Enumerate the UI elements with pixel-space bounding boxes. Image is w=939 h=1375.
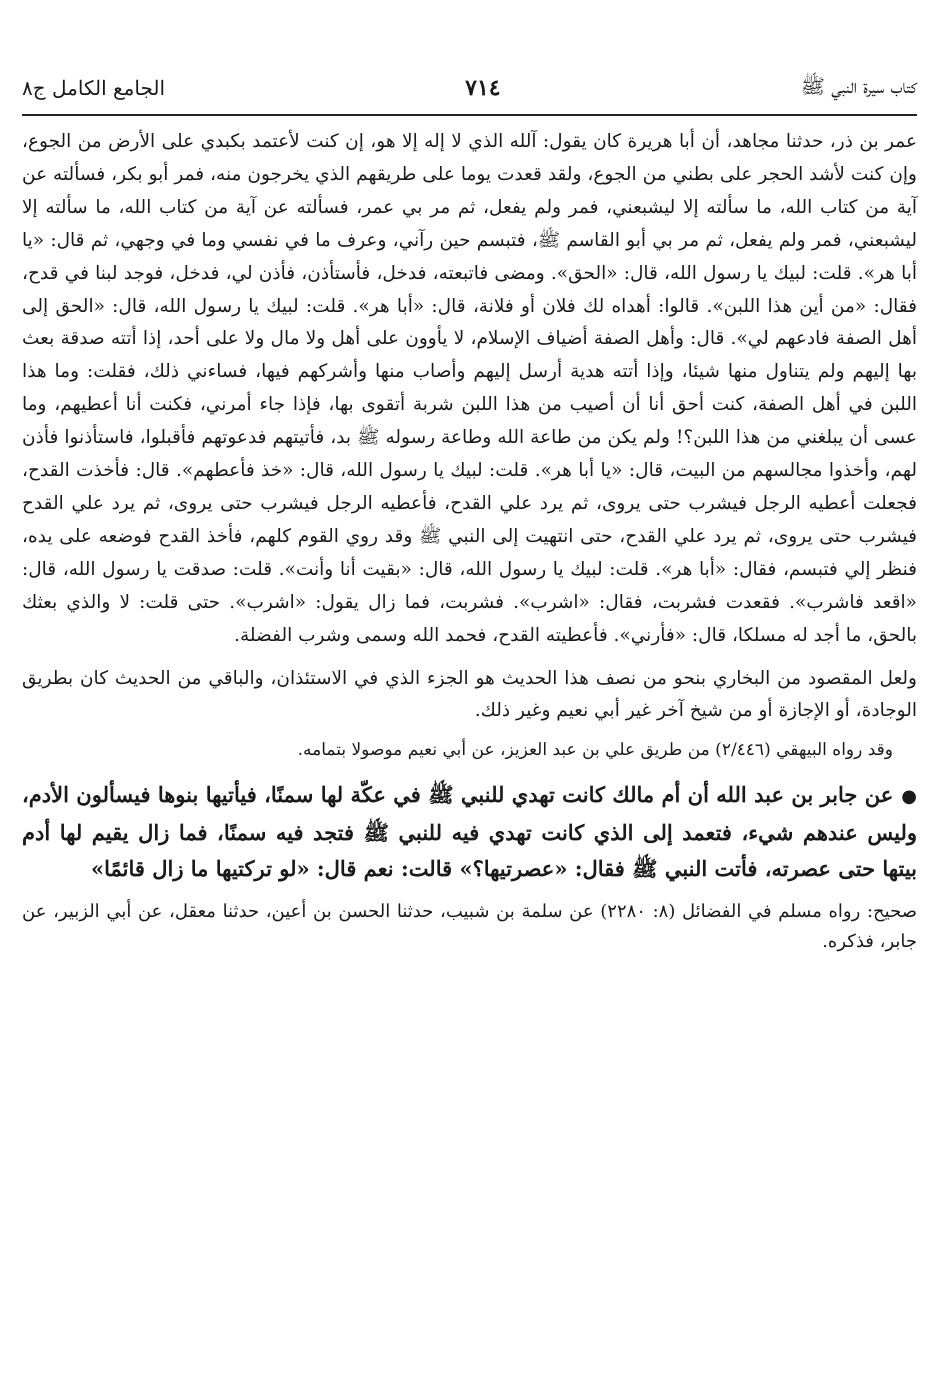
takhrij-paragraph	[22, 897, 917, 957]
volume-label: الجامع الكامل ج٨	[22, 76, 166, 100]
main-hadith-paragraph: عمر بن ذر، حدثنا مجاهد، أن أبا هريرة كان يقول: آلله الذي لا إله إلا هو، إن كنت لأعتمد بكبدي على الأرض من الجوع، وإن كنت لأشد الحجر على بطني من الجوع، ولقد قعدت يوما على طريقهم الذي يخرجون منه، فمر أبو بكر، فسألته عن آية من كتاب الله، ما سألته إلا ليشبعني، فمر ولم يفعل، ثم مر بي عمر، فسألته عن آية من كتاب الله، ما سألته إلا ليشبعني، فمر ولم يفعل، ثم مر بي أبو القاسم ﷺ، فتبسم حين رآني، وعرف ما في نفسي وما في وجهي، ثم قال: «يا أبا هر». قلت: لبيك يا رسول الله، قال: «الحق». ومضى فاتبعته، فدخل، فأستأذن، فأذن لي، فدخل، فوجد لبنا في قدح، فقال: «من أين هذا اللبن». قالوا: أهداه لك فلان أو فلانة، قال: «أبا هر». قلت: لبيك يا رسول الله، قال: «الحق إلى أهل الصفة فادعهم لي». قال: وأهل الصفة أضياف الإسلام، لا يأوون على أهل ولا مال ولا على أحد، إذا أتته صدقة بعث بها إليهم ولم يتناول منها شيئا، وإذا أتته هدية أرسل إليهم وأصاب منها وأشركهم فيها، فساءني ذلك، فقلت: وما هذا اللبن في أهل الصفة، كنت أحق أنا أن أصيب من هذا اللبن شربة أتقوى بها، فإذا جاء أمرني، فكنت أنا أعطيهم، وما عسى أن يبلغني من هذا اللبن؟! ولم يكن من طاعة الله وطاعة رسوله ﷺ بد، فأتيتهم فدعوتهم فأقبلوا، فاستأذنوا فأذن لهم، وأخذوا مجالسهم من البيت، قال: «يا أبا هر». قلت: لبيك يا رسول الله، قال: «خذ فأعطهم». قال: فأخذت القدح، فجعلت أعطيه الرجل فيشرب حتى يروى، ثم يرد علي القدح، فأعطيه الرجل فيشرب حتى يروى، ثم يرد علي القدح فيشرب حتى يروى، ثم يرد علي القدح، حتى انتهيت إلى النبي ﷺ وقد روي القوم كلهم، فأخذ القدح فوضعه على يده، فنظر إلي فتبسم، فقال: «أبا هر». قلت: لبيك يا رسول الله، قال: «بقيت أنا وأنت». قلت: صدقت يا رسول الله، قال: «اقعد فاشرب». فقعدت فشربت، فقال: «اشرب». فشربت، فما زال يقول: «اشرب». حتى قلت: لا والذي بعثك بالحق، ما أجد له مسلكا، قال: «فأرني». فأعطيته القدح، فحمد الله وسمى وشرب الفضلة.	[22, 131, 917, 646]
commentary-paragraph: ولعل المقصود من البخاري بنحو من نصف هذا الحديث هو الجزء الذي في الاستئذان، والباقي من الحديث كان بطريق الوجادة، أو الإجازة أو من شيخ آخر غير أبي نعيم وغير ذلك.	[22, 667, 917, 721]
grading-label: صحيح:	[866, 900, 917, 922]
jabir-hadith-paragraph	[22, 777, 917, 887]
page-number: ٧١٤	[465, 75, 501, 101]
takhrij-text: رواه مسلم في الفضائل (٨: ٢٢٨٠) عن سلمة بن شبيب، حدثنا الحسن بن أعين، حدثنا معقل، عن أبي الزبير، عن جابر، فذكره.	[22, 900, 917, 952]
jabir-hadith-text: عن جابر بن عبد الله أن أم مالك كانت تهدي للنبي ﷺ في عكّة لها سمنًا، فيأتيها بنوها فيسألون الأدم، وليس عندهم شيء، فتعمد إلى الذي كانت تهدي فيه للنبي ﷺ فتجد فيه سمنًا، فما زال يقيم لها أدم بيتها حتى عصرته، فأتت النبي ﷺ فقال: «عصرتيها؟» قالت: نعم قال: «لو تركتيها ما زال قائمًا»	[22, 781, 917, 881]
page-body	[22, 126, 917, 957]
book-title: كتاب سيرة النبي ﷺ	[800, 73, 917, 98]
page-header	[22, 68, 917, 108]
header-divider	[22, 114, 917, 116]
bullet-icon: ●	[901, 785, 917, 807]
bayhaqi-note: وقد رواه البيهقي (٢/٤٤٦) من طريق علي بن عبد العزيز، عن أبي نعيم موصولا بتمامه.	[297, 739, 893, 760]
